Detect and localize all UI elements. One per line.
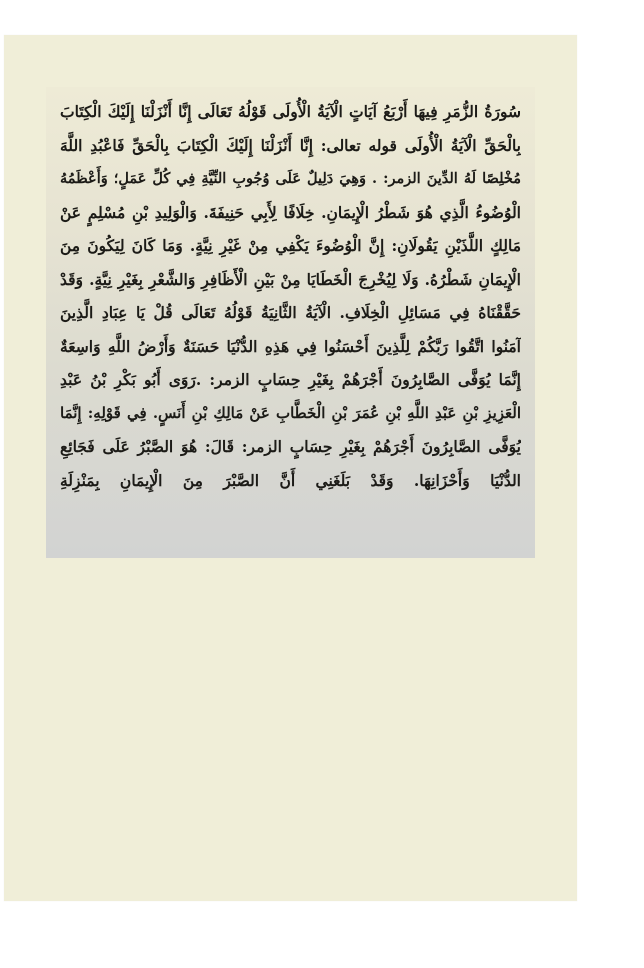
arabic-text-body [60,95,521,497]
text-line: الْعَزِيزِ بْنِ عَبْدِ اللَّهِ بْنِ عُمَرَ بْنِ الْخَطَّابِ عَنْ مَالِكِ بْنِ أَنَسٍ. فِي قَوْلِهِ: إِنَّمَا [60,403,521,422]
text-line: الْإِيمَانِ شَطْرُهُ. وَلَا لِيُخْرِجَ الْخَطَايَا مِنْ بَيْنِ الْأَظَافِرِ وَالشَّعْرِ بِغَيْرِ نِيَّةٍ. وَقَدْ [60,269,521,289]
text-line: بِالْحَقِّ الْآيَةُ الْأُولَى قوله تعالى: إِنَّا أَنْزَلْنَا إِلَيْكَ الْكِتَابَ بِالْحَقِّ فَاعْبُدِ اللَّهَ [60,135,521,155]
text-block [46,87,535,558]
text-line: الْوُضُوءُ الَّذِي هُوَ شَطْرُ الْإِيمَانِ. خِلَافًا لِأَبِي حَنِيفَةَ. وَالْوَلِيدِ بْنِ مُسْلِمٍ عَنْ [60,202,521,222]
text-line: يُوَفَّى الصَّابِرُونَ أَجْرَهُمْ بِغَيْرِ حِسَابٍ الزمر: قَالَ: هُوَ الصَّبْرُ عَلَى فَجَائِعِ [60,437,521,456]
text-line: مُخْلِصًا لَهُ الدِّينَ الزمر: . وَهِيَ دَلِيلٌ عَلَى وُجُوبِ النِّيَّةِ فِي كُلِّ عَمَلٍ؛ وَأَعْظَمُهُ [60,170,521,187]
text-line: آمَنُوا اتَّقُوا رَبَّكُمْ لِلَّذِينَ أَحْسَنُوا فِي هَذِهِ الدُّنْيَا حَسَنَةٌ وَأَرْضُ اللَّهِ وَاسِعَةٌ [60,336,521,356]
text-line: مَالِكٍ اللَّذَيْنِ يَقُولَانِ: إِنَّ الْوُضُوءَ يَكْفِي مِنْ غَيْرِ نِيَّةٍ. وَمَا كَانَ لِيَكُونَ مِنَ [60,236,521,255]
text-line: حَقَّقْنَاهُ فِي مَسَائِلِ الْخِلَافِ. الْآيَةُ الثَّانِيَةُ قَوْلُهُ تَعَالَى قُلْ يَا عِبَادِ الَّذِينَ [60,303,521,322]
text-line: الدُّنْيَا وَأَحْزَانِهَا. وَقَدْ بَلَغَنِي أَنَّ الصَّبْرَ مِنَ الْإِيمَانِ بِمَنْزِلَةِ [60,470,521,490]
text-line: إِنَّمَا يُوَفَّى الصَّابِرُونَ أَجْرَهُمْ بِغَيْرِ حِسَابٍ الزمر: .رَوَى أَبُو بَكْرِ بْنُ عَبْدِ [60,370,521,389]
text-line: سُورَةُ الزُّمَرِ فِيهَا أَرْبَعُ آيَاتٍ الْآيَةُ الْأُولَى قَوْلُهُ تَعَالَى إِنَّا أَنْزَلْنَا إِلَيْكَ الْكِتَابَ [60,102,521,121]
